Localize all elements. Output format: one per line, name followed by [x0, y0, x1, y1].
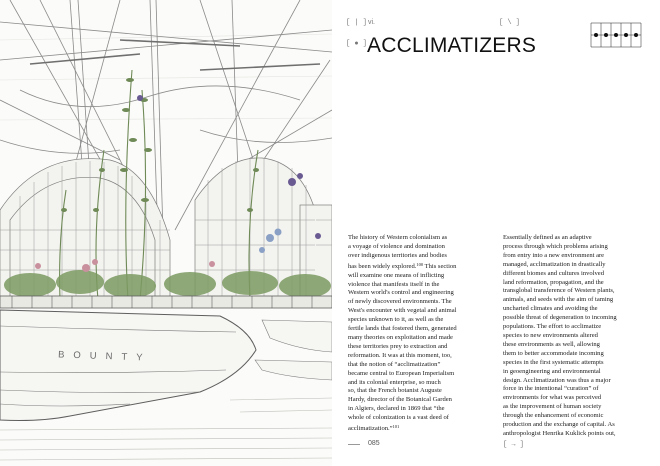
body-column-2	[503, 234, 651, 439]
text-line: possible threat of degeneration to incoming	[503, 314, 617, 322]
text-line: West's encounter with vegetal and animal	[348, 307, 457, 315]
text-line: The history of Western colonialism as	[348, 234, 448, 241]
text-line: violence that manifests itself in the	[348, 280, 440, 288]
text-line: species unknown to it, as well as the	[348, 316, 444, 324]
continue-marker: [ → ]	[503, 441, 525, 449]
text-line: whole of colonization is a vast deed of	[348, 414, 449, 422]
text-line: so, that the French botanist Auguste	[348, 387, 442, 395]
text-line: species in the first systematic attempts	[503, 358, 604, 366]
text-line	[348, 261, 496, 272]
section-marker-right: [ \ ]	[499, 19, 521, 27]
section-numeral: vi.	[368, 19, 375, 26]
text-line	[348, 423, 496, 434]
ship-name-label: BOUNTY	[57, 349, 152, 364]
footnote-marker: 101	[392, 424, 400, 430]
text-line: from entry into a new environment are	[503, 251, 605, 259]
text-line: animals, and seeds with the aim of taming	[503, 296, 614, 304]
line-text: This section	[423, 262, 457, 270]
text-line: environments for what was perceived	[503, 394, 602, 402]
text-line: process through which problems arising	[503, 242, 608, 250]
text-line: Essentially defined as an adaptive	[503, 234, 592, 241]
text-line: species to new environments altered	[503, 331, 598, 339]
text-line: anthropologist Henrika Kuklick points out,	[503, 429, 616, 437]
text-line: a voyage of violence and domination	[348, 242, 445, 250]
text-line: Hardy, director of the Botanical Garden	[348, 396, 452, 404]
text-line: fertile lands that fostered them, generated	[348, 325, 457, 333]
footnote-marker: 100	[416, 261, 424, 267]
dot-grid-icon	[590, 22, 642, 48]
page-number: 085	[368, 440, 380, 447]
text-line: in geoengineering and environmental	[503, 367, 601, 375]
text-line: Western world's control and engineering	[348, 289, 454, 297]
text-line: populations. The effort to acclimatize	[503, 323, 602, 331]
text-line: land reformation, propagation, and the	[503, 278, 604, 286]
text-line: became central to European Imperialism	[348, 369, 455, 377]
title-bullet-marker: [ ● ]	[346, 40, 368, 48]
text-line: reformation. It was at this moment, too,	[348, 351, 452, 359]
text-line: transglobal transference of Western plants,	[503, 287, 615, 295]
text-line: in Algiers, declared in 1869 that “the	[348, 405, 445, 413]
text-line: production and the exchange of capital. As	[503, 421, 615, 429]
text-line: force in the intentional “curation” of	[503, 385, 599, 393]
text-line: them to better accommodate incoming	[503, 349, 604, 357]
line-text: has been widely explored.	[348, 262, 417, 270]
planter-rail	[0, 296, 332, 308]
footer-rule	[348, 444, 360, 445]
text-line: managed, acclimatization in drastically	[503, 260, 606, 268]
text-line: and its colonial enterprise, so much	[348, 378, 441, 386]
text-line: as the improvement of human society	[503, 403, 602, 411]
distant-boats	[255, 320, 332, 380]
text-line: over indigenous territories and bodies	[348, 251, 447, 259]
text-line: many theories on exploitation and made	[348, 333, 453, 341]
page-title: ACCLIMATIZERS	[367, 34, 537, 57]
text-page	[332, 0, 660, 466]
text-line: will examine one means of inflicting	[348, 271, 445, 279]
text-line: design. Acclimatization was thus a major	[503, 376, 611, 384]
text-line: different biomes and cultures involved	[503, 269, 604, 277]
body-column-1	[348, 234, 496, 434]
text-line: of newly discovered environments. The	[348, 298, 452, 306]
text-line: that the notion of “acclimatization”	[348, 360, 441, 368]
text-line: through the enhancement of economic	[503, 412, 604, 420]
sky-hatching	[0, 34, 332, 120]
text-line: these environments as well, allowing	[503, 340, 600, 348]
section-marker-left: [ | ]	[346, 19, 368, 27]
text-line: these territories prey to extraction and	[348, 342, 448, 350]
text-line: uncharted climates and avoiding the	[503, 305, 598, 313]
line-text: acclimatization.”	[348, 425, 393, 433]
